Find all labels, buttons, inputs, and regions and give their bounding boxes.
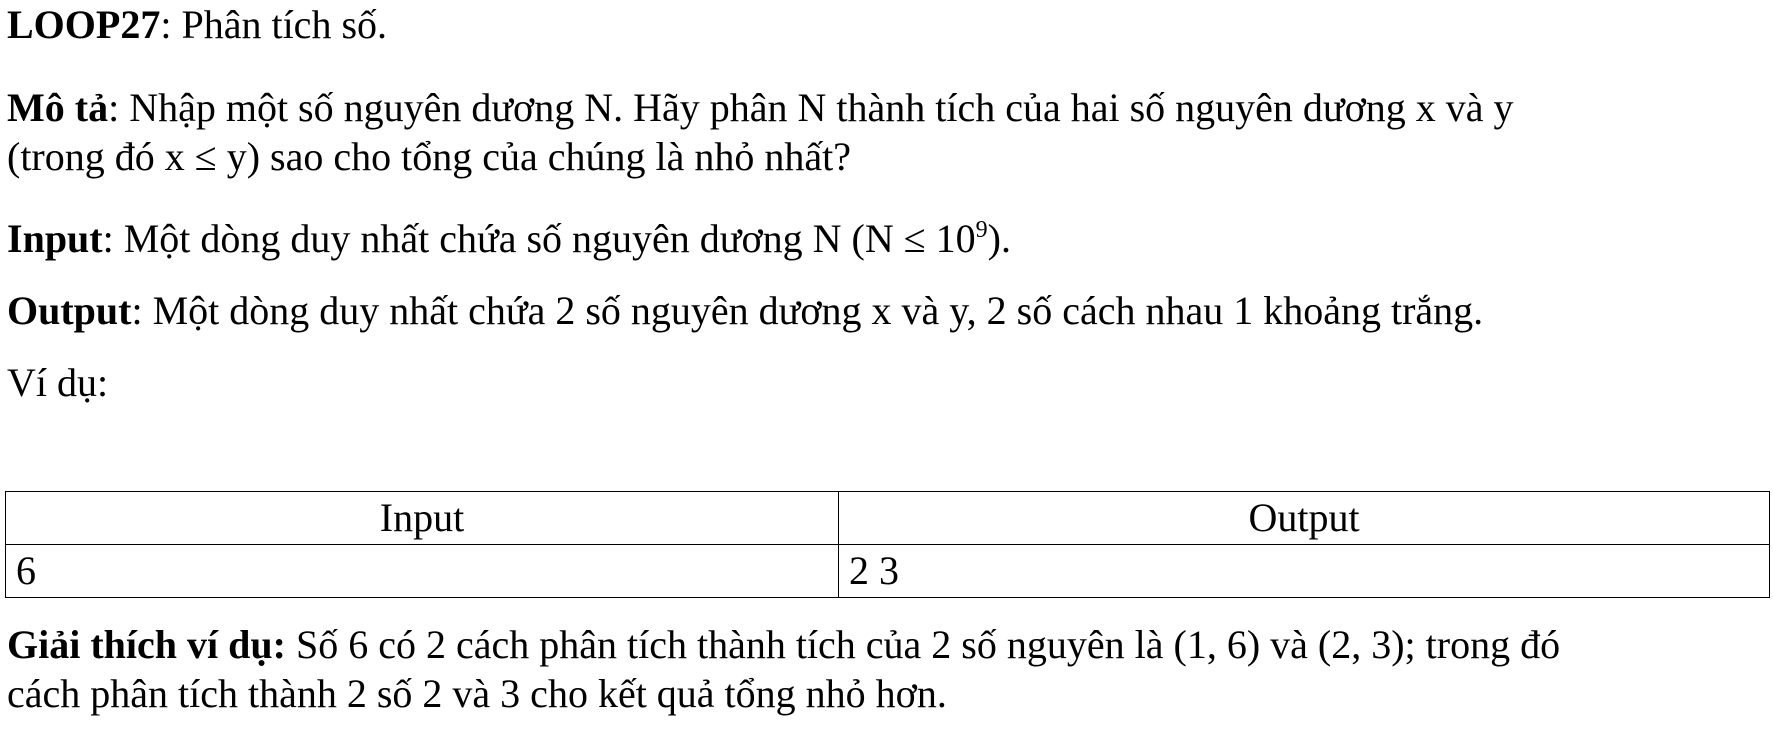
explanation-line-2: [7, 671, 947, 717]
problem-title: [7, 2, 387, 48]
table-header-row: [6, 492, 1770, 545]
explanation-label: Giải thích ví dụ:: [7, 622, 286, 667]
description-label: Mô tả: [7, 85, 109, 130]
table-row: [6, 545, 1770, 598]
description-line-1: [7, 85, 1514, 131]
description-text-2: (trong đó x ≤ y) sao cho tổng của chúng là nhỏ nhất?: [7, 134, 851, 179]
explanation-line-1: [7, 622, 1560, 668]
table-cell-input: 6: [6, 545, 839, 598]
input-exponent: 9: [975, 217, 988, 243]
example-heading: Ví dụ:: [7, 360, 109, 405]
input-text: : Một dòng duy nhất chứa số nguyên dương N (N ≤ 10: [102, 216, 976, 261]
example-table: [5, 491, 1770, 598]
output-spec: [7, 288, 1483, 334]
table-cell-output: 2 3: [839, 545, 1770, 598]
input-label: Input: [7, 216, 103, 261]
description-text-1: : Nhập một số nguyên dương N. Hãy phân N thành tích của hai số nguyên dương x và y: [108, 85, 1514, 130]
output-label: Output: [7, 288, 132, 333]
explanation-text-1: Số 6 có 2 cách phân tích thành tích của 2 số nguyên là (1, 6) và (2, 3); trong đó: [285, 622, 1561, 667]
table-header-output: Output: [839, 492, 1770, 545]
output-text: : Một dòng duy nhất chứa 2 số nguyên dương x và y, 2 số cách nhau 1 khoảng trắng.: [131, 288, 1484, 333]
input-text-end: ).: [987, 216, 1011, 261]
table-header-input: Input: [6, 492, 839, 545]
explanation-text-2: cách phân tích thành 2 số 2 và 3 cho kết quả tổng nhỏ hơn.: [7, 671, 947, 716]
problem-code: LOOP27: [7, 2, 161, 47]
description-line-2: [7, 134, 851, 180]
problem-title-text: : Phân tích số.: [160, 2, 388, 47]
input-spec: [7, 216, 1011, 262]
